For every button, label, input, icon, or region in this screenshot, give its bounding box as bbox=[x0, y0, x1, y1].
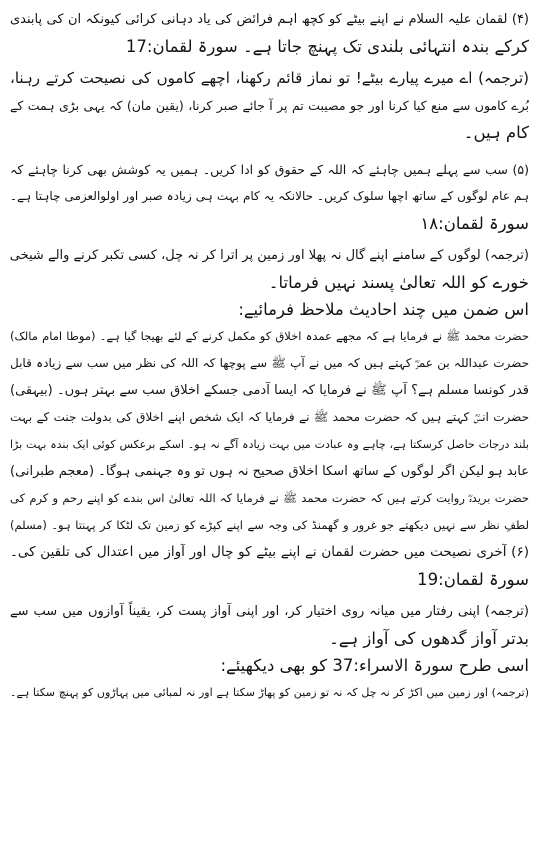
text-line: کرکے بندہ انتہائی بلندی تک پہنچ جاتا ہے۔ سورۃ لقمان:17 bbox=[125, 37, 529, 56]
text-line: اس ضمن میں چند احادیث ملاحظ فرمائیے: bbox=[238, 300, 529, 319]
text-line: حضرت بریدہؓ روایت کرتے ہیں کہ حضرت محمد ﷺ نے فرمایا کہ اللہ تعالیٰ اس بندے کو اپنے رحم و کرم کی bbox=[10, 491, 529, 505]
text-line: (ترجمہ) اپنی رفتار میں میانہ روی اختیار کر، اور اپنی آواز پست کر، یقیناً آوازوں میں سب سے bbox=[10, 604, 529, 619]
text-line: عابد ہو لیکن اگر لوگوں کے ساتھ اسکا اخلاق صحیح نہ ہوں تو وہ جہنمی ہوگا۔ (معجم طبرانی) bbox=[10, 464, 529, 479]
text-line: بُرے کاموں سے منع کیا کرنا اور جو مصیبت تم پر آ جائے صبر کرنا، (یقین مان) کہ یہی بڑی ہمت کے bbox=[10, 98, 529, 113]
text-line: (ترجمہ) لوگوں کے سامنے اپنے گال نہ پھلا اور زمین پر اترا کر نہ چل، کسی تکبر کرنے والے شیخی bbox=[10, 248, 529, 263]
text-line: (۴) لقمان علیہ السلام نے اپنے بیٹے کو کچھ اہم فرائض کی یاد دہانی کرائی کیونکہ ان کی پابندی bbox=[10, 12, 529, 27]
text-line: (۶) آخری نصیحت میں حضرت لقمان نے اپنے بیٹے کو چال اور آواز میں اعتدال کی تلقین کی۔ bbox=[10, 544, 529, 560]
text-line: کام ہیں۔ bbox=[463, 123, 529, 142]
text-line: (۵) سب سے پہلے ہمیں چاہئے کہ اللہ کے حقوق کو ادا کریں۔ ہمیں یہ کوشش بھی کرنا چاہئے کہ bbox=[10, 162, 529, 177]
text-line: حضرت انسؓ کہتے ہیں کہ حضرت محمد ﷺ نے فرمایا کہ ایک شخص اپنے اخلاق کی بدولت جنت کے بہت bbox=[10, 410, 529, 424]
text-line: بلند درجات حاصل کرسکتا ہے، چاہے وہ عبادت میں بہت زیادہ آگے نہ ہو۔ اسکے برعکس کوئی ایک بندہ بہت بڑا bbox=[10, 438, 529, 451]
text-line: لطفِ نظر سے نہیں دیکھتے جو غرور و گھمنڈ کی وجہ سے اپنے کپڑے کو زمین تک لٹکا کر پہنتا ہو۔ (مسلم) bbox=[10, 518, 529, 532]
text-line: بدتر آواز گدھوں کی آواز ہے۔ bbox=[329, 629, 529, 648]
text-line: سورۃ لقمان:۱۸ bbox=[420, 214, 529, 233]
text-line: قدر کونسا مسلم ہے؟ آپ ﷺ نے فرمایا کہ ایسا آدمی جسکے اخلاق سب سے بہتر ہوں۔ (بیہقی) bbox=[10, 383, 529, 398]
text-line: حضرت عبداللہ بن عمرؓ کہتے ہیں کہ میں نے آپ ﷺ سے پوچھا کہ اللہ کی نظر میں سب سے زیادہ قابل bbox=[10, 356, 529, 370]
text-line: اسی طرح سورۃ الاسراء:37 کو بھی دیکھیئے: bbox=[220, 656, 529, 675]
text-line: خورے کو اللہ تعالیٰ پسند نہیں فرماتا۔ bbox=[268, 273, 529, 292]
text-line: ہم عام لوگوں کے ساتھ اچھا سلوک کریں۔ حالانکہ یہ کام بہت ہی زیادہ صبر اور اولوالعزمی چاہتا ہے۔ bbox=[10, 189, 529, 203]
text-line: (ترجمہ) اور زمین میں اکڑ کر نہ چل کہ نہ تو زمین کو پھاڑ سکتا ہے اور نہ لمبائی میں پہاڑوں کو پہنچ سکتا ہے۔ bbox=[10, 686, 529, 699]
text-line: (ترجمہ) اے میرے پیارے بیٹے! تو نماز قائم رکھنا، اچھے کاموں کی نصیحت کرتے رہنا، bbox=[10, 69, 529, 87]
text-line: حضرت محمد ﷺ نے فرمایا ہے کہ مجھے عمدہ اخلاق کو مکمل کرنے کے لئے بھیجا گیا ہے۔ (موطا امام مالک) bbox=[10, 329, 529, 343]
text-line: سورۃ لقمان:19 bbox=[417, 570, 529, 589]
